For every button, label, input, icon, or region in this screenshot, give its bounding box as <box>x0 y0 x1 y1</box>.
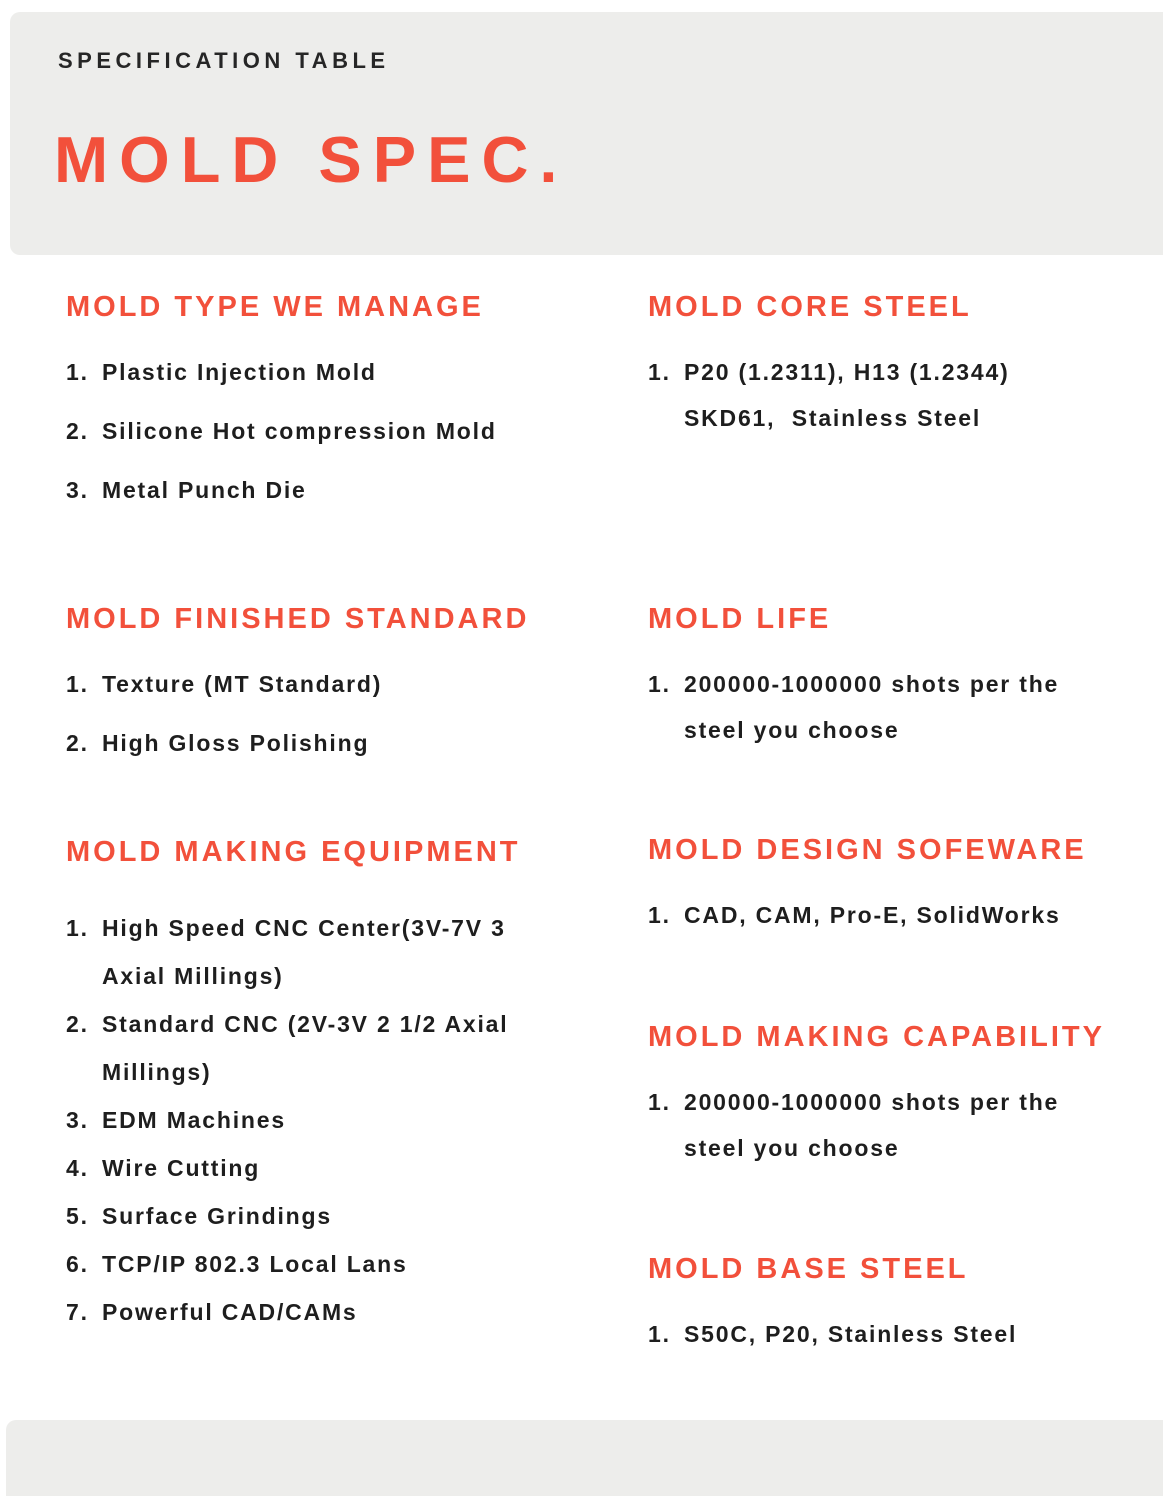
spec-item <box>66 1192 626 1240</box>
item-number: 7. <box>66 1299 89 1325</box>
item-text <box>102 1240 626 1288</box>
section-heading: MOLD DESIGN SOFEWARE <box>648 834 1087 866</box>
item-line: steel you choose <box>684 1135 900 1161</box>
spec-section <box>66 834 626 1336</box>
section-heading: MOLD LIFE <box>648 603 832 635</box>
section-heading: MOLD MAKING CAPABILITY <box>648 1021 1105 1053</box>
item-text <box>102 1000 626 1096</box>
spec-item <box>66 1096 626 1144</box>
item-line: Powerful CAD/CAMs <box>102 1299 358 1325</box>
item-number: 2. <box>66 418 89 444</box>
item-number: 1. <box>648 902 671 928</box>
item-text <box>102 408 626 454</box>
page-title: MOLD SPEC. <box>54 123 569 196</box>
item-text <box>684 892 1163 938</box>
item-number: 4. <box>66 1155 89 1181</box>
item-text <box>684 349 1163 441</box>
spec-section <box>66 601 626 779</box>
item-line: S50C, P20, Stainless Steel <box>684 1321 1018 1347</box>
item-text <box>102 1288 626 1336</box>
item-number: 1. <box>66 915 89 941</box>
item-line: 200000-1000000 shots per the <box>684 1089 1060 1115</box>
item-line: Axial Millings) <box>102 963 284 989</box>
item-line: Surface Grindings <box>102 1203 332 1229</box>
spec-item <box>648 1311 1163 1357</box>
item-line: SKD61, Stainless Steel <box>684 405 982 431</box>
item-text <box>102 720 626 766</box>
spec-item <box>648 1079 1163 1171</box>
spec-item <box>648 349 1163 441</box>
item-line: Metal Punch Die <box>102 477 307 503</box>
item-text <box>684 1079 1163 1171</box>
item-line: steel you choose <box>684 717 900 743</box>
spec-section <box>648 289 1163 454</box>
item-text <box>684 661 1163 753</box>
item-line: TCP/IP 802.3 Local Lans <box>102 1251 408 1277</box>
item-number: 1. <box>648 359 671 385</box>
item-number: 6. <box>66 1251 89 1277</box>
item-line: 200000-1000000 shots per the <box>684 671 1060 697</box>
item-number: 5. <box>66 1203 89 1229</box>
spec-section <box>648 1019 1163 1184</box>
spec-section <box>648 1251 1163 1370</box>
item-text <box>102 1096 626 1144</box>
item-line: Silicone Hot compression Mold <box>102 418 497 444</box>
item-text <box>102 661 626 707</box>
item-number: 1. <box>66 359 89 385</box>
item-text <box>102 349 626 395</box>
item-number: 1. <box>648 671 671 697</box>
item-text <box>684 1311 1163 1357</box>
item-number: 1. <box>66 671 89 697</box>
spec-item <box>66 661 626 707</box>
spec-item <box>66 1000 626 1096</box>
item-text <box>102 467 626 513</box>
item-text <box>102 1192 626 1240</box>
item-number: 1. <box>648 1321 671 1347</box>
item-line: Millings) <box>102 1059 212 1085</box>
section-heading: MOLD TYPE WE MANAGE <box>66 291 484 323</box>
footer-panel <box>6 1420 1163 1496</box>
spec-item <box>66 1240 626 1288</box>
item-text <box>102 1144 626 1192</box>
spec-item <box>66 1144 626 1192</box>
item-number: 2. <box>66 1011 89 1037</box>
spec-item <box>66 467 626 513</box>
item-text <box>102 904 626 1000</box>
item-number: 3. <box>66 477 89 503</box>
item-line: Standard CNC (2V-3V 2 1/2 Axial <box>102 1011 509 1037</box>
item-line: Wire Cutting <box>102 1155 261 1181</box>
spec-item <box>648 661 1163 753</box>
section-heading: MOLD BASE STEEL <box>648 1253 969 1285</box>
eyebrow-label: SPECIFICATION TABLE <box>58 48 390 73</box>
spec-section <box>648 601 1163 766</box>
item-line: Texture (MT Standard) <box>102 671 383 697</box>
spec-item <box>66 349 626 395</box>
section-heading: MOLD CORE STEEL <box>648 291 972 323</box>
item-line: High Gloss Polishing <box>102 730 370 756</box>
item-line: EDM Machines <box>102 1107 286 1133</box>
spec-item <box>66 408 626 454</box>
section-heading: MOLD MAKING EQUIPMENT <box>66 836 521 868</box>
item-line: CAD, CAM, Pro-E, SolidWorks <box>684 902 1061 928</box>
section-heading: MOLD FINISHED STANDARD <box>66 603 530 635</box>
spec-item <box>66 720 626 766</box>
item-line: Plastic Injection Mold <box>102 359 377 385</box>
spec-item <box>648 892 1163 938</box>
item-number: 2. <box>66 730 89 756</box>
spec-item <box>66 1288 626 1336</box>
item-line: P20 (1.2311), H13 (1.2344) <box>684 359 1010 385</box>
item-number: 1. <box>648 1089 671 1115</box>
spec-section <box>66 289 626 526</box>
spec-section <box>648 832 1163 951</box>
spec-item <box>66 904 626 1000</box>
item-line: High Speed CNC Center(3V-7V 3 <box>102 915 506 941</box>
item-number: 3. <box>66 1107 89 1133</box>
